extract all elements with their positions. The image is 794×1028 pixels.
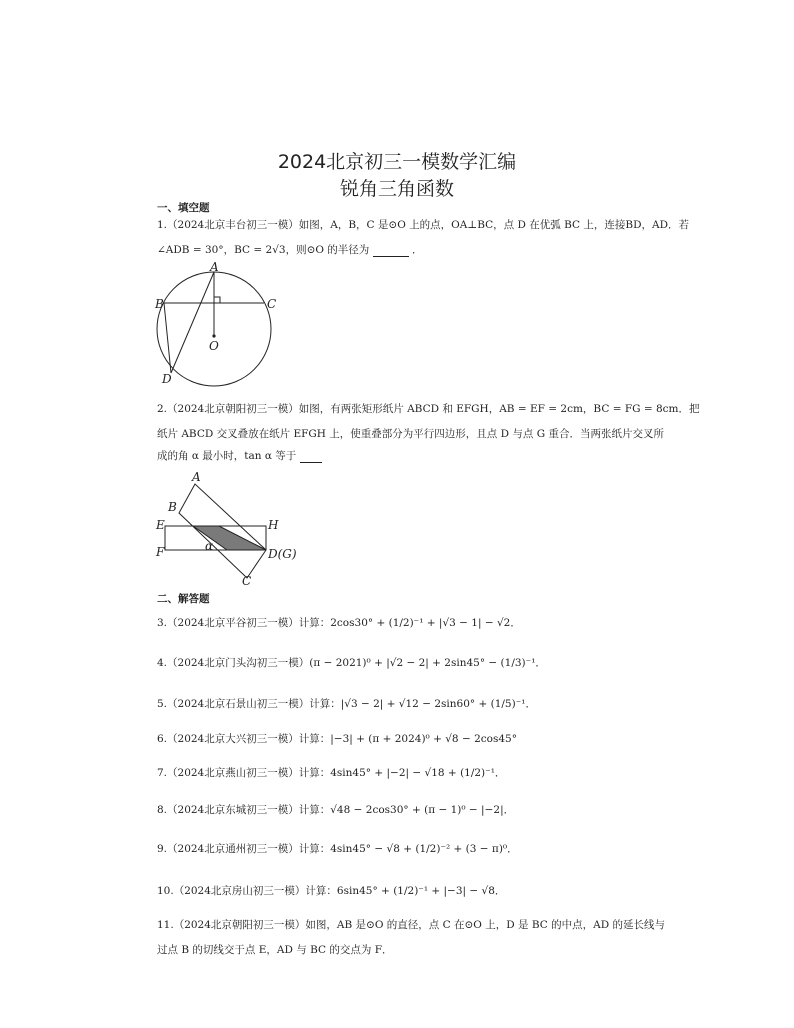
question-1-end: ．	[412, 244, 423, 256]
label-c: C	[242, 574, 252, 588]
document-subtitle: 锐角三角函数	[339, 178, 454, 200]
answer-blank	[300, 462, 322, 463]
question-10: 10.（2024北京房山初三一模）计算：6sin45° + (1/2)⁻¹ + |−3| − √8．	[157, 885, 506, 897]
label-c: C	[267, 297, 277, 311]
question-3: 3.（2024北京平谷初三一模）计算：2cos30° + (1/2)⁻¹ + |√3 − 1| − √2．	[157, 617, 521, 629]
question-1-line-2	[157, 243, 423, 257]
label-f: F	[156, 545, 165, 559]
question-2-line-1: 2.（2024北京朝阳初三一模）如图，有两张矩形纸片 ABCD 和 EFGH，AB = EF = 2cm，BC = FG = 8cm．把	[157, 403, 700, 415]
label-a: A	[210, 262, 219, 274]
question-6: 6.（2024北京大兴初三一模）计算：|−3| + (π + 2024)⁰ + √8 − 2cos45°	[157, 733, 517, 745]
question-2-line-3	[157, 449, 322, 463]
label-b: B	[155, 297, 164, 311]
right-angle-mark	[214, 297, 220, 303]
question-7: 7.（2024北京燕山初三一模）计算：4sin45° + |−2| − √18 + (1/2)⁻¹．	[157, 767, 506, 779]
overlap-parallelogram	[193, 526, 266, 550]
question-5: 5.（2024北京石景山初三一模）计算：|√3 − 2| + √12 − 2sin60° + (1/5)⁻¹．	[157, 698, 536, 710]
label-alpha: α	[205, 539, 214, 553]
label-b: B	[168, 500, 177, 514]
figure-rectangles-diagram	[150, 470, 310, 588]
label-o: O	[209, 339, 219, 353]
label-dg: D(G)	[268, 547, 297, 561]
segment-ad	[171, 272, 214, 373]
section-solutions: 二、解答题	[157, 593, 210, 605]
label-e: E	[156, 518, 165, 532]
document-title: 2024北京初三一模数学汇编	[277, 151, 517, 173]
question-1-text: ∠ADB = 30°，BC = 2√3，则⊙O 的半径为	[157, 244, 370, 256]
figure-circle-diagram	[150, 262, 280, 390]
label-h: H	[268, 518, 279, 532]
label-a: A	[192, 470, 201, 484]
question-4: 4.（2024北京门头沟初三一模）(π − 2021)⁰ + |√2 − 2| + 2sin45° − (1/3)⁻¹．	[157, 657, 546, 669]
question-1-line-1: 1.（2024北京丰台初三一模）如图，A，B，C 是⊙O 上的点，OA⊥BC，点 D 在优弧 BC 上，连接BD，AD．若	[157, 219, 690, 231]
question-2-text: 成的角 α 最小时，tan α 等于	[157, 450, 297, 462]
center-point	[212, 334, 215, 337]
answer-blank	[373, 256, 409, 257]
section-fill-in: 一、填空题	[157, 202, 210, 214]
question-8: 8.（2024北京东城初三一模）计算：√48 − 2cos30° + (π − 1)⁰ − |−2|．	[157, 804, 515, 816]
question-11-line-2: 过点 B 的切线交于点 E，AD 与 BC 的交点为 F．	[157, 944, 393, 956]
question-11-line-1: 11.（2024北京朝阳初三一模）如图，AB 是⊙O 的直径，点 C 在⊙O 上，D 是 BC 的中点，AD 的延长线与	[157, 919, 665, 931]
question-9: 9.（2024北京通州初三一模）计算：4sin45° − √8 + (1/2)⁻² + (3 − π)⁰．	[157, 843, 518, 855]
question-2-line-2: 纸片 ABCD 交叉叠放在纸片 EFGH 上，使重叠部分为平行四边形，且点 D 与点 G 重合．当两张纸片交叉所	[157, 428, 664, 440]
label-d: D	[162, 372, 172, 386]
